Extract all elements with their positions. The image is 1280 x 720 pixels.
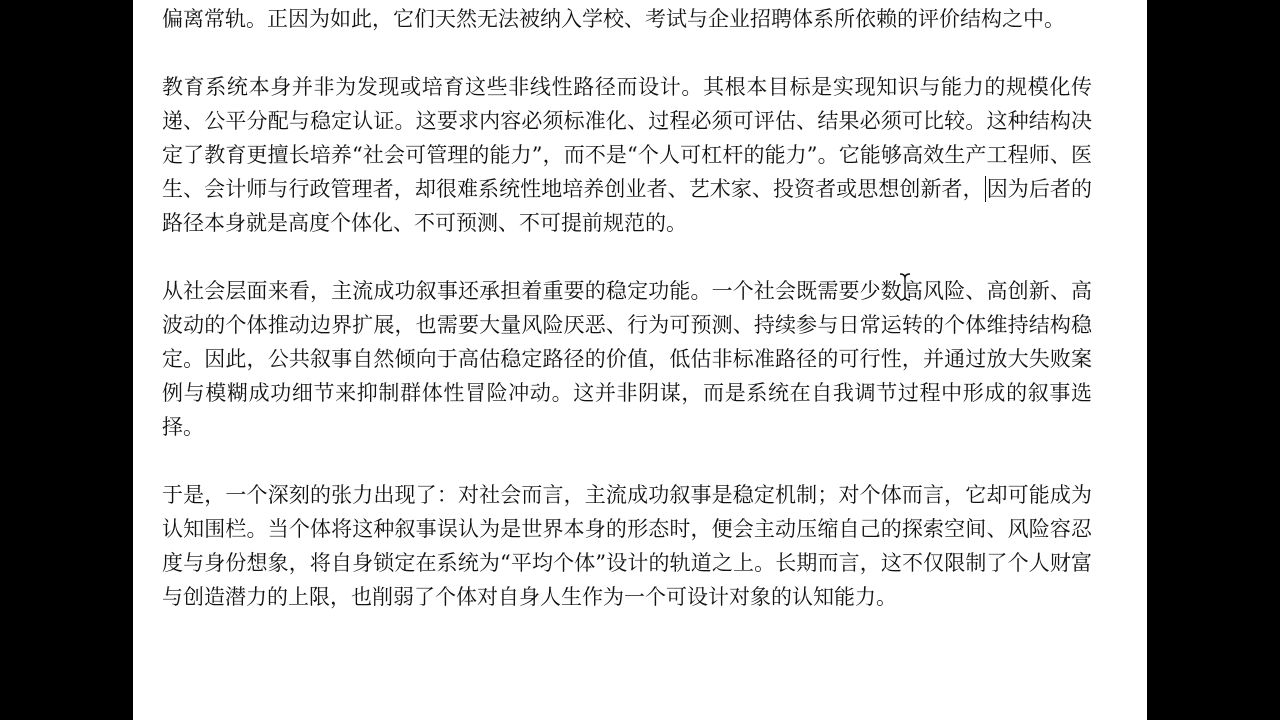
document-body[interactable] [162, 0, 1092, 648]
paragraph-4: 于是，一个深刻的张力出现了：对社会而言，主流成功叙事是稳定机制；对个体而言，它却可能成为认知围栏。当个体将这种叙事误认为是世界本身的形态时，便会主动压缩自己的探索空间、风险容忍度与身份想象，将自身锁定在系统为“平均个体”设计的轨道之上。长期而言，这不仅限制了个人财富与创造潜力的上限，也削弱了个体对自身人生作为一个可设计对象的认知能力。 [162, 483, 1092, 609]
paragraph-2-after-caret: 因为后者的路径本身就是高度个体化、不可预测、不可提前规范的。 [162, 177, 1092, 235]
text-caret [985, 176, 986, 202]
ibeam-cursor-icon [897, 273, 913, 301]
document-page [133, 0, 1147, 720]
paragraph-3: 从社会层面来看，主流成功叙事还承担着重要的稳定功能。一个社会既需要少数高风险、高创新、高波动的个体推动边界扩展，也需要大量风险厌恶、行为可预测、持续参与日常运转的个体维持结构稳定。因此，公共叙事自然倾向于高估稳定路径的价值，低估非标准路径的可行性，并通过放大失败案例与模糊成功细节来抑制群体性冒险冲动。这并非阴谋，而是系统在自我调节过程中形成的叙事选择。 [162, 279, 1092, 439]
paragraph-2 [162, 70, 1092, 240]
paragraph-1: 偏离常轨。正因为如此，它们天然无法被纳入学校、考试与企业招聘体系所依赖的评价结构之中。 [162, 7, 1065, 31]
paragraph-2-before-caret: 教育系统本身并非为发现或培育这些非线性路径而设计。其根本目标是实现知识与能力的规模化传递、公平分配与稳定认证。这要求内容必须标准化、过程必须可评估、结果必须可比较。这种结构决定了教育更擅长培养“社会可管理的能力”，而不是“个人可杠杆的能力”。它能够高效生产工程师、医生、会计师与行政管理者，却很难系统性地培养创业者、艺术家、投资者或思想创新者， [162, 75, 1092, 201]
